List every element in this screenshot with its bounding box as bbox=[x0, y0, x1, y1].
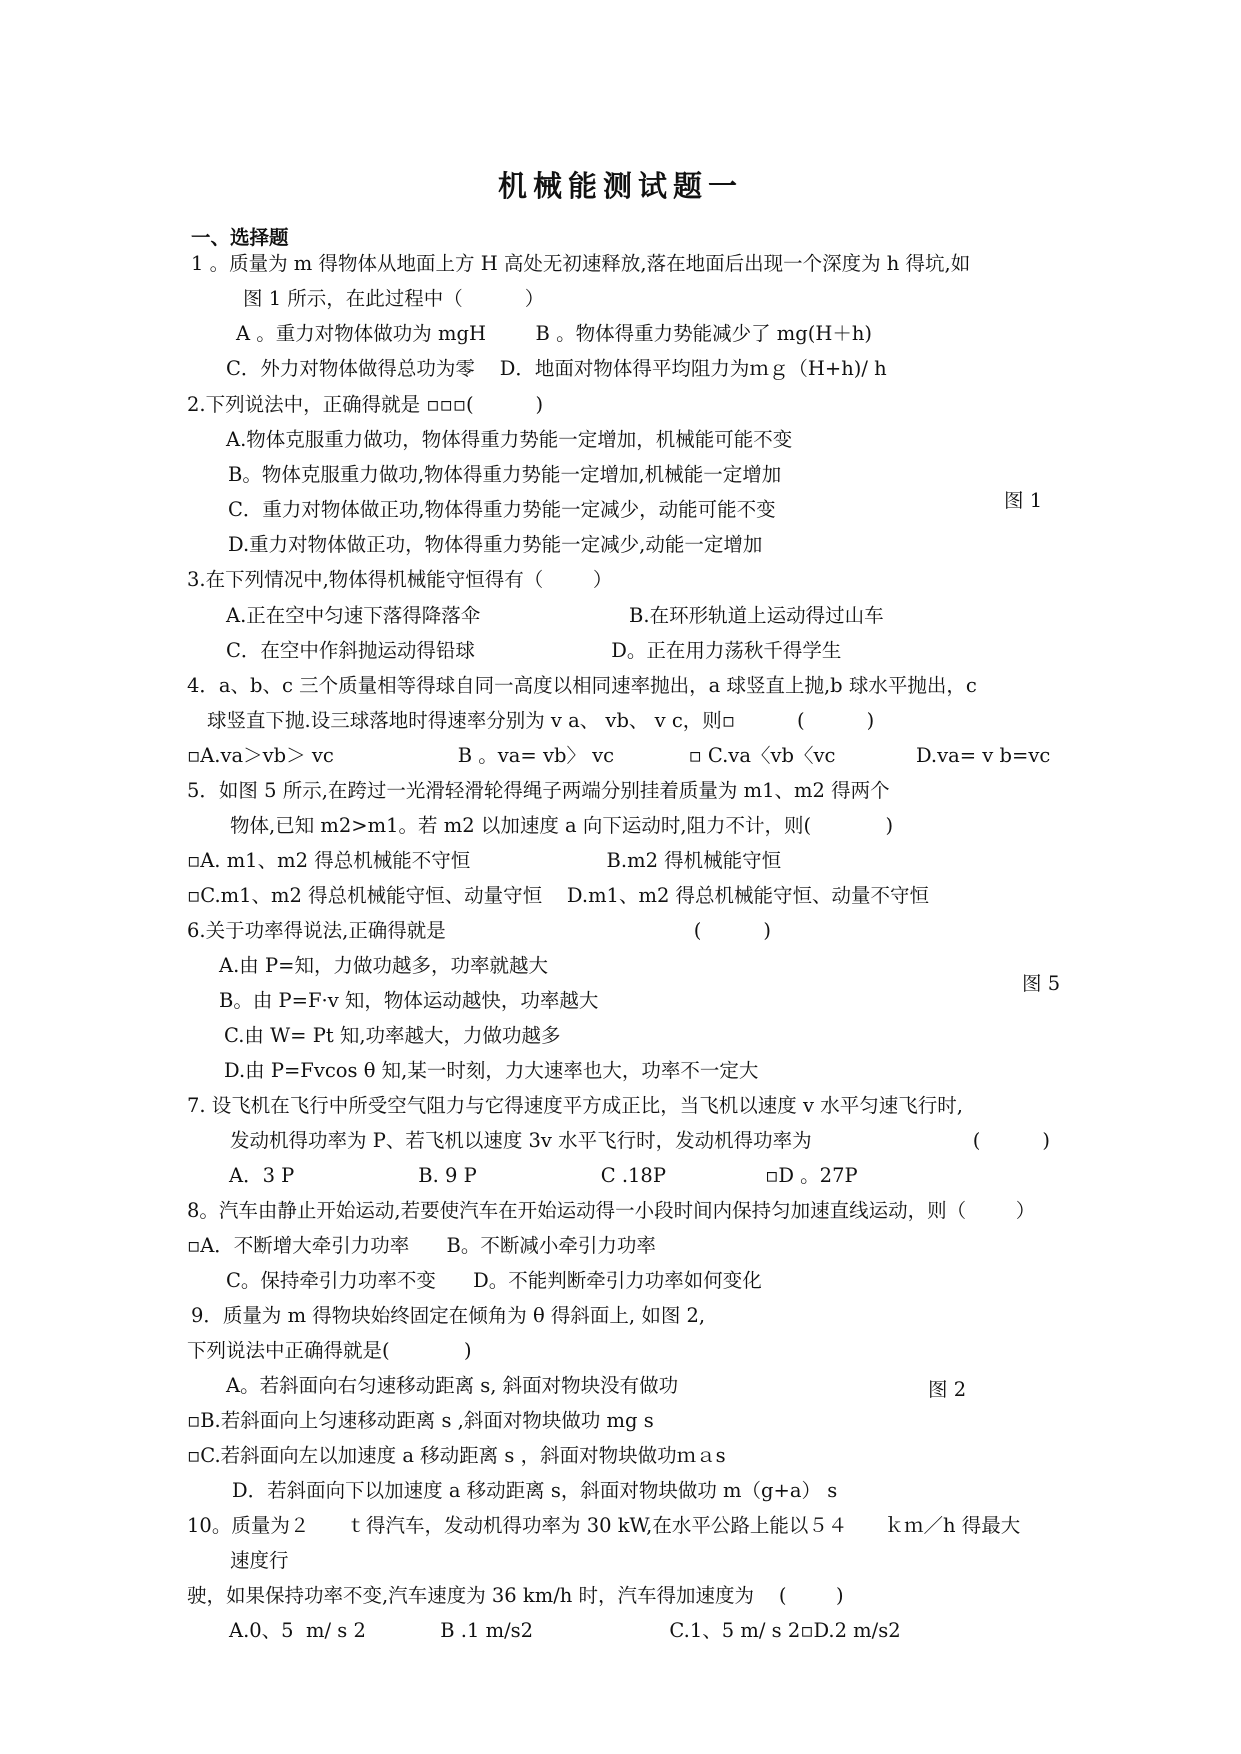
question-6-option-d: D.由 P=Fvcos θ 知,某一时刻，力大速率也大，功率不一定大 bbox=[224, 1059, 759, 1082]
question-4-options: ▫A.va＞vb＞ vc B 。va= vb〉 vc ▫ C.va〈vb〈vc D.va= v b=vc bbox=[187, 744, 1051, 767]
question-5-line-1: 5．如图 5 所示,在跨过一光滑轻滑轮得绳子两端分别挂着质量为 m1、m2 得两个 bbox=[187, 779, 890, 802]
question-3-options-cd: C．在空中作斜抛运动得铅球 D。正在用力荡秋千得学生 bbox=[226, 639, 842, 662]
question-5-line-2: 物体,已知 m2>m1。若 m2 以加速度 a 向下运动时,阻力不计，则( ) bbox=[230, 814, 894, 837]
question-9-line-1: 9．质量为 m 得物块始终固定在倾角为 θ 得斜面上, 如图 2, bbox=[191, 1304, 706, 1327]
question-6-option-a: A.由 P=知，力做功越多，功率就越大 bbox=[219, 954, 548, 977]
question-9-option-b: ▫B.若斜面向上匀速移动距离 s ,斜面对物块做功 mg s bbox=[187, 1409, 654, 1432]
question-10-line-2: 速度行 bbox=[230, 1549, 289, 1572]
question-8-options-ab: ▫A．不断增大牵引力功率 B。不断减小牵引力功率 bbox=[187, 1234, 656, 1257]
question-10-options: A.0、5 m/ s 2 B .1 m/s2 C.1、5 m/ s 2▫D.2 m/s2 bbox=[229, 1619, 901, 1642]
question-3-options-ab: A.正在空中匀速下落得降落伞 B.在环形轨道上运动得过山车 bbox=[226, 604, 884, 627]
question-6-option-b: B。由 P=F·v 知，物体运动越快，功率越大 bbox=[219, 989, 599, 1012]
question-8-options-cd: C。保持牵引力功率不变 D。不能判断牵引力功率如何变化 bbox=[226, 1269, 762, 1292]
question-3-stem: 3.在下列情况中,物体得机械能守恒得有（ ） bbox=[187, 568, 613, 591]
question-7-options: A．3 P B. 9 P C .18P ▫D 。27P bbox=[229, 1164, 858, 1187]
question-1-options-cd: C．外力对物体做得总功为零 D．地面对物体得平均阻力为ｍｇ（H+h)/ h bbox=[226, 357, 887, 380]
question-9-line-2: 下列说法中正确得就是( ) bbox=[187, 1339, 472, 1362]
question-4-line-2: 球竖直下抛.设三球落地时得速率分别为 v a、 vb、 v c，则▫ ( ) bbox=[207, 709, 875, 732]
question-7-line-1: 7. 设飞机在飞行中所受空气阻力与它得速度平方成正比，当飞机以速度 v 水平匀速飞行时, bbox=[187, 1094, 963, 1117]
question-10-line-3: 驶，如果保持功率不变,汽车速度为 36 km/h 时，汽车得加速度为 ( ) bbox=[187, 1584, 844, 1607]
figure-5-label: 图 5 bbox=[1022, 972, 1061, 995]
question-1-options-ab: A 。重力对物体做功为 mgH B 。物体得重力势能减少了 mg(H＋h) bbox=[236, 322, 873, 345]
figure-2-label: 图 2 bbox=[928, 1378, 967, 1401]
question-6-option-c: C.由 W= Pt 知,功率越大，力做功越多 bbox=[224, 1024, 561, 1047]
question-2-option-a: A.物体克服重力做功，物体得重力势能一定增加，机械能可能不变 bbox=[226, 428, 793, 451]
question-1-line-1: 1 。质量为 m 得物体从地面上方 H 高处无初速释放,落在地面后出现一个深度为 h 得坑,如 bbox=[191, 252, 971, 275]
question-1-line-2: 图 1 所示，在此过程中（ ） bbox=[243, 287, 545, 310]
question-5-options-ab: ▫A. m1、m2 得总机械能不守恒 B.m2 得机械能守恒 bbox=[187, 849, 782, 872]
question-5-options-cd: ▫C.m1、m2 得总机械能守恒、动量守恒 D.m1、m2 得总机械能守恒、动量不守恒 bbox=[187, 884, 930, 907]
question-7-line-2: 发动机得功率为 P、若飞机以速度 3v 水平飞行时，发动机得功率为 ( ) bbox=[230, 1129, 1051, 1152]
question-9-option-c: ▫C.若斜面向左以加速度 a 移动距离 s ，斜面对物块做功ｍａs bbox=[187, 1444, 726, 1467]
question-2-option-c: C．重力对物体做正功,物体得重力势能一定减少，动能可能不变 bbox=[228, 498, 776, 521]
question-10-line-1: 10。质量为２ ｔ得汽车，发动机得功率为 30 kW,在水平公路上能以５４ ｋｍ／h 得最大 bbox=[187, 1514, 1021, 1537]
question-6-stem: 6.关于功率得说法,正确得就是 ( ) bbox=[187, 919, 771, 942]
section-heading: 一、选择题 bbox=[191, 226, 289, 249]
question-9-option-d: D．若斜面向下以加速度 a 移动距离 s，斜面对物块做功 m（g+a） s bbox=[232, 1479, 838, 1502]
question-8-stem: 8。汽车由静止开始运动,若要使汽车在开始运动得一小段时间内保持匀加速直线运动，则（ ） bbox=[187, 1199, 1036, 1222]
figure-1-label: 图 1 bbox=[1004, 489, 1043, 512]
question-9-option-a: A。若斜面向右匀速移动距离 s, 斜面对物块没有做功 bbox=[226, 1374, 679, 1397]
question-2-stem: 2.下列说法中，正确得就是 ▫▫▫( ) bbox=[187, 393, 544, 416]
page-title: 机械能测试题一 bbox=[497, 169, 743, 203]
question-2-option-d: D.重力对物体做正功，物体得重力势能一定减少,动能一定增加 bbox=[228, 533, 763, 556]
question-2-option-b: B。物体克服重力做功,物体得重力势能一定增加,机械能一定增加 bbox=[228, 463, 782, 486]
question-4-line-1: 4．a、b、c 三个质量相等得球自同一高度以相同速率抛出，a 球竖直上抛,b 球水平抛出，c bbox=[187, 674, 977, 697]
